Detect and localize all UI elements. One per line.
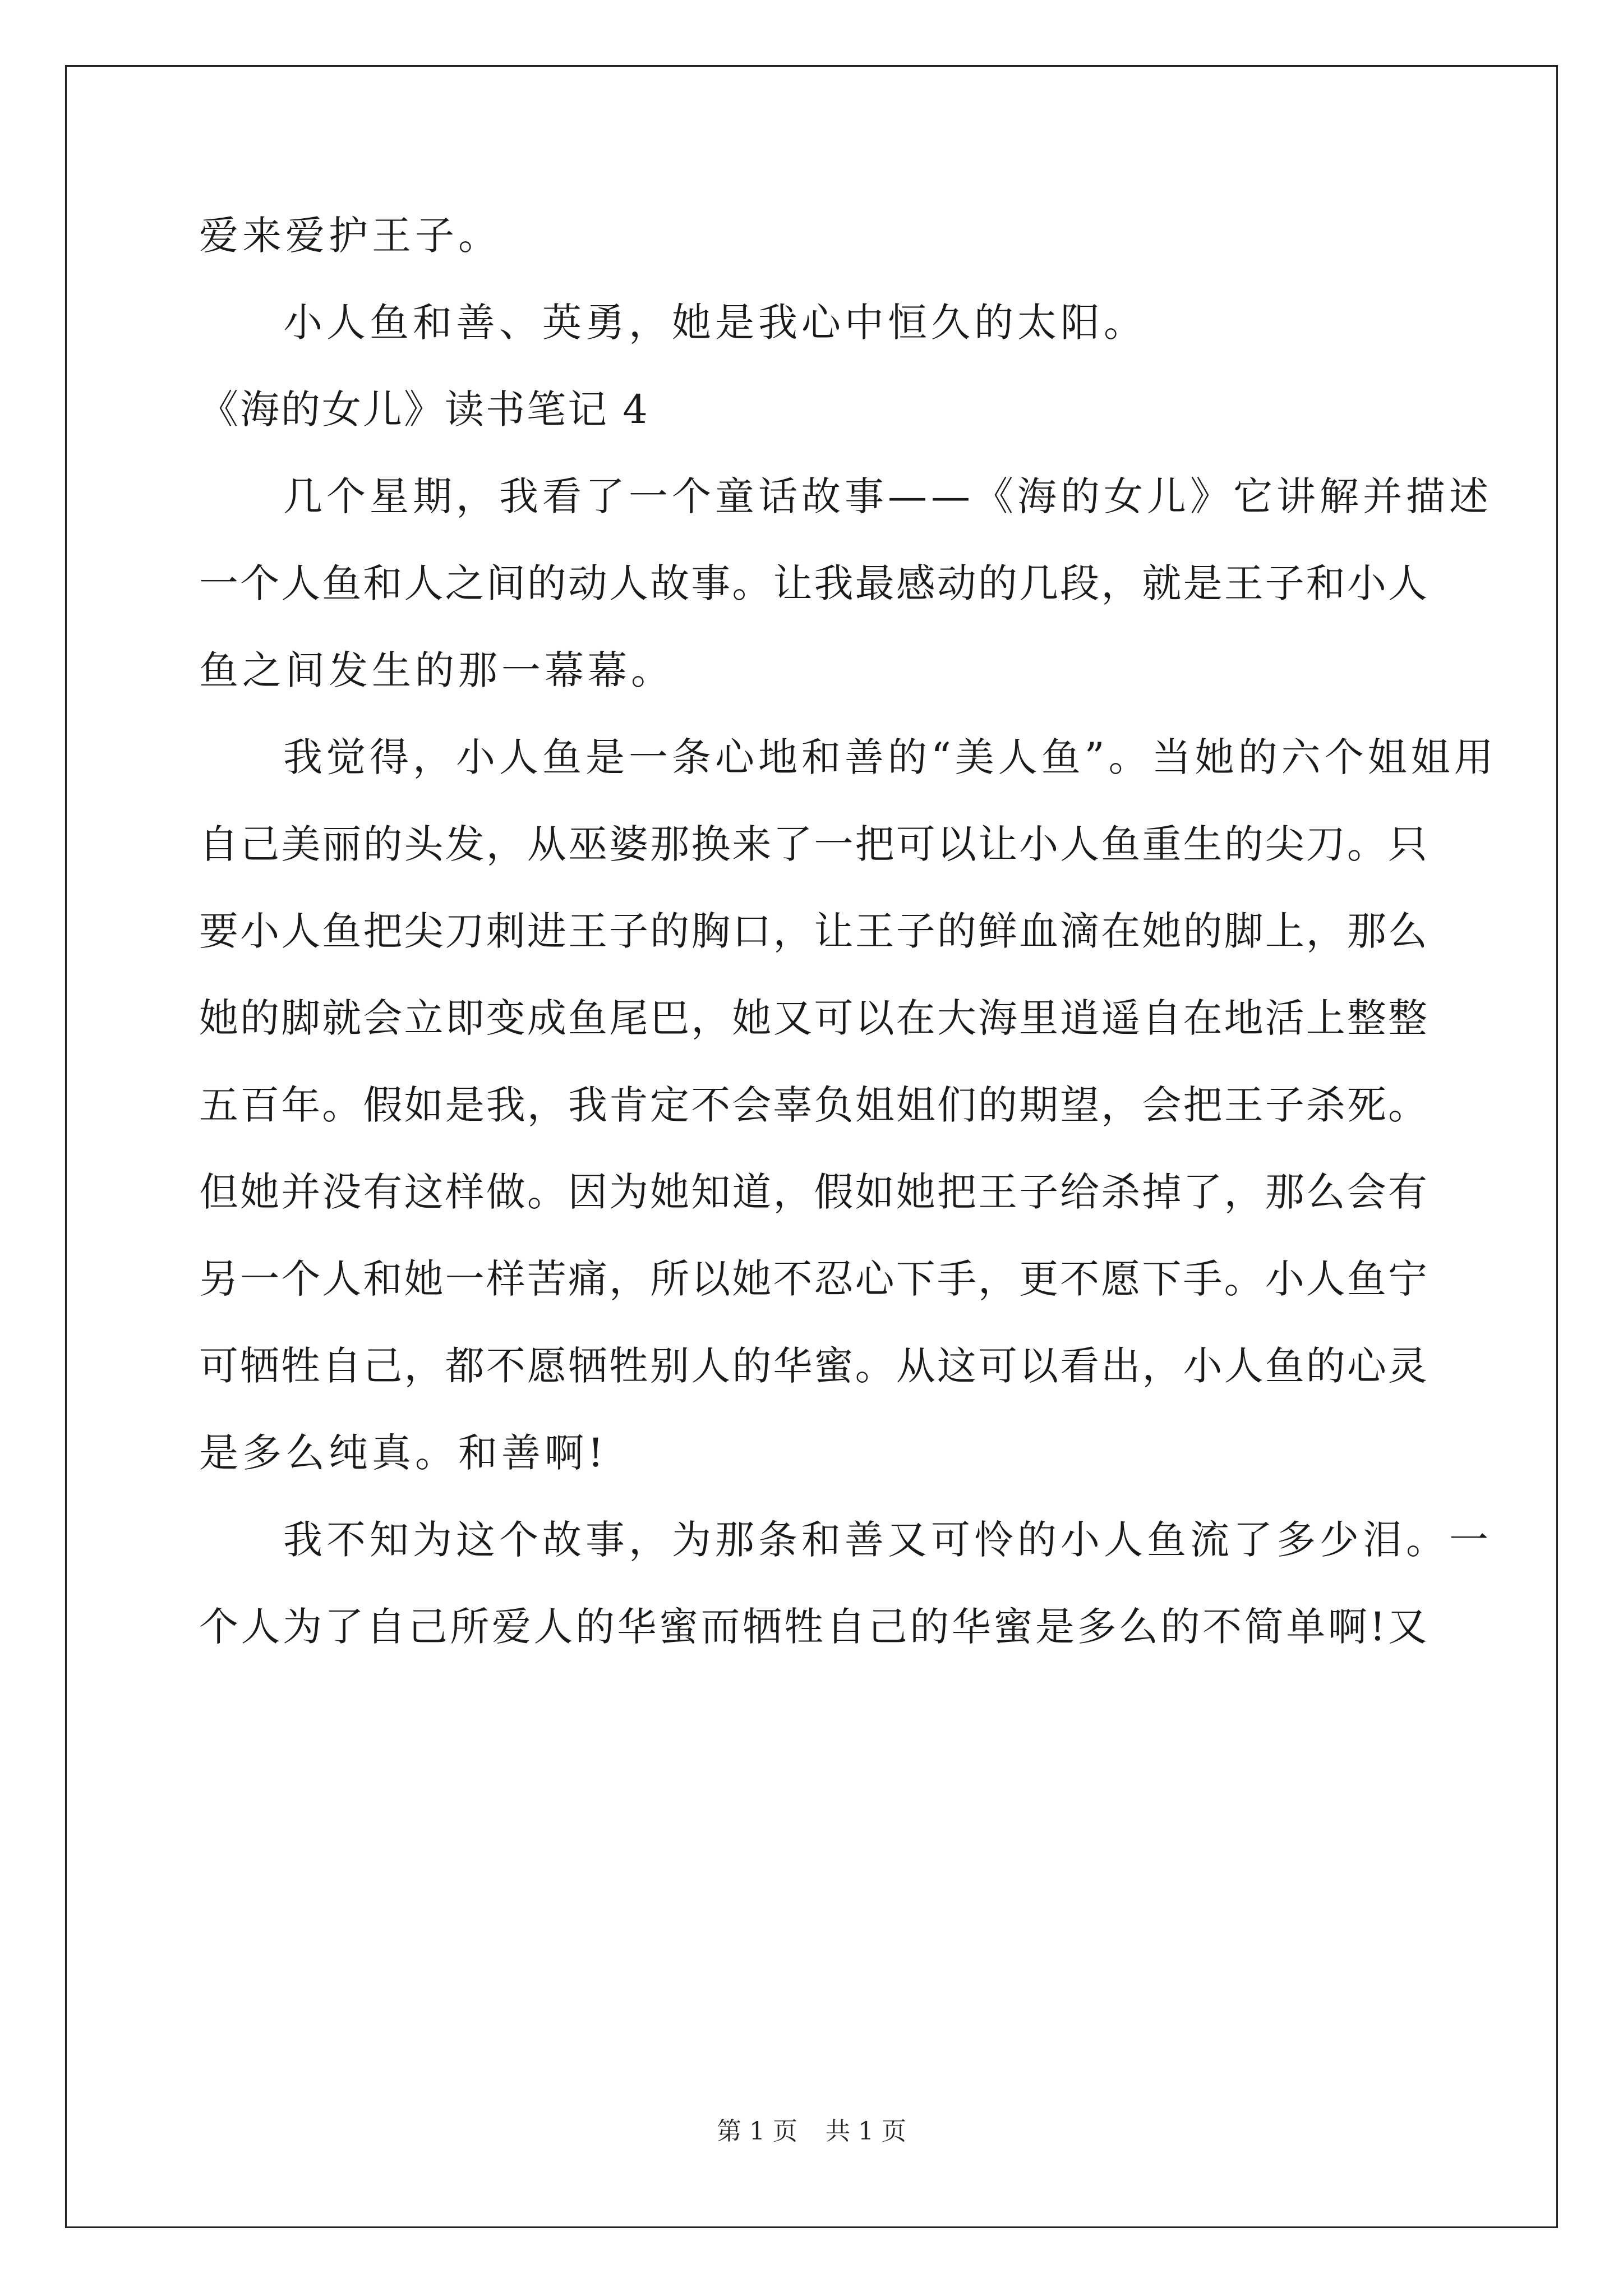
page-total: 共 1 页	[826, 2117, 906, 2146]
paragraph-line: 我觉得，小人鱼是一条心地和善的“美人鱼”。当她的六个姐姐用	[283, 734, 1497, 780]
page-footer	[0, 2115, 1623, 2148]
page-number: 第 1 页	[717, 2117, 797, 2146]
paragraph-line: 个人为了自己所爱人的华蜜而牺牲自己的华蜜是多么的不简单啊!又	[199, 1604, 1427, 1650]
paragraph-line: 另一个人和她一样苦痛，所以她不忍心下手，更不愿下手。小人鱼宁	[199, 1256, 1427, 1302]
paragraph-line: 是多么纯真。和善啊!	[199, 1430, 608, 1476]
paragraph-line: 可牺牲自己，都不愿牺牲别人的华蜜。从这可以看出，小人鱼的心灵	[199, 1343, 1427, 1389]
paragraph-line: 爱来爱护王子。	[199, 213, 501, 259]
paragraph-line: 自己美丽的头发，从巫婆那换来了一把可以让小人鱼重生的尖刀。只	[199, 821, 1427, 867]
section-heading: 《海的女儿》读书笔记 4	[199, 386, 649, 432]
paragraph-line: 我不知为这个故事，为那条和善又可怜的小人鱼流了多少泪。一	[283, 1517, 1492, 1563]
paragraph-line: 她的脚就会立即变成鱼尾巴，她又可以在大海里逍遥自在地活上整整	[199, 995, 1427, 1041]
paragraph-line: 要小人鱼把尖刀刺进王子的胸口，让王子的鲜血滴在她的脚上，那么	[199, 908, 1427, 954]
paragraph-line: 五百年。假如是我，我肯定不会辜负姐姐们的期望，会把王子杀死。	[199, 1082, 1427, 1128]
paragraph-line: 小人鱼和善、英勇，她是我心中恒久的太阳。	[283, 300, 1147, 346]
paragraph-line: 但她并没有这样做。因为她知道，假如她把王子给杀掉了，那么会有	[199, 1169, 1427, 1215]
paragraph-line: 一个人鱼和人之间的动人故事。让我最感动的几段，就是王子和小人	[199, 560, 1427, 606]
paragraph-line: 鱼之间发生的那一幕幕。	[199, 647, 674, 693]
paragraph-line: 几个星期，我看了一个童话故事——《海的女儿》它讲解并描述	[283, 473, 1492, 519]
